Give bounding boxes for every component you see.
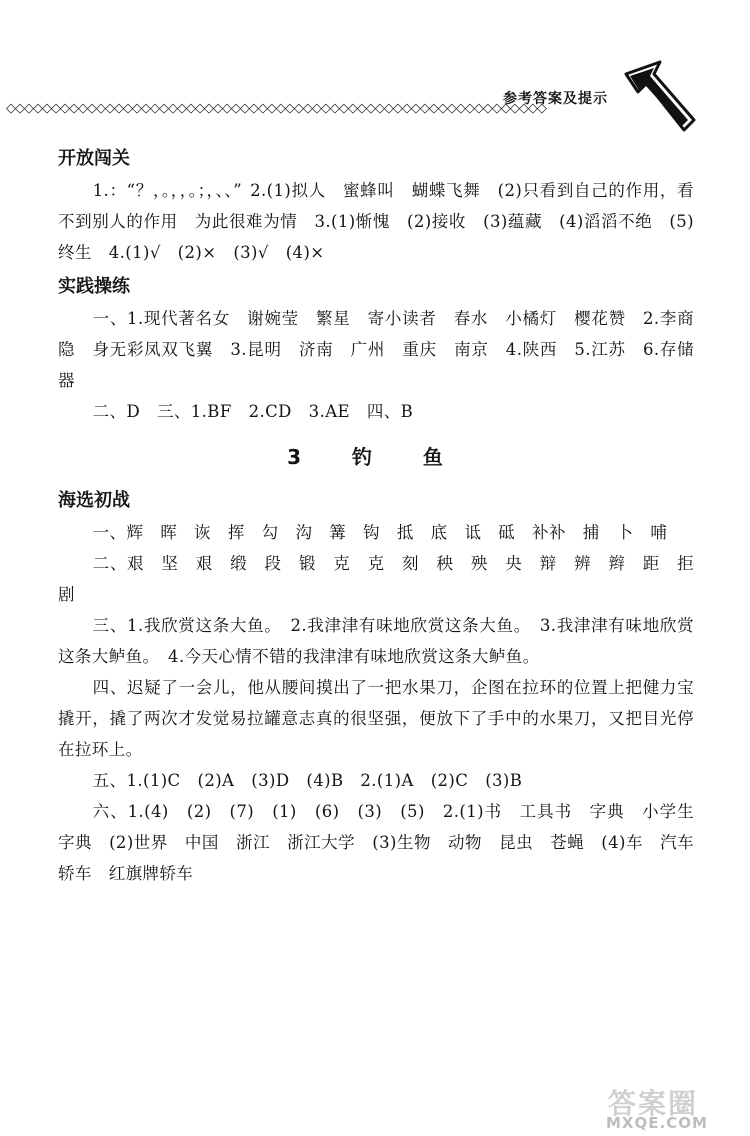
answer-content <box>58 143 711 889</box>
answer-paragraph: 一、1.现代著名女 谢婉莹 繁星 寄小读者 春水 小橘灯 樱花赞 2.李商隐 身无彩凤双飞翼 3.昆明 济南 广州 重庆 南京 4.陕西 5.江苏 6.存储器 <box>58 309 694 390</box>
up-left-arrow-icon <box>620 60 700 140</box>
section-title-open: 开放闯关 <box>58 148 130 169</box>
answer-paragraph: 一、辉 晖 诙 挥 勾 沟 篝 钩 抵 底 诋 砥 补补 捕 卜 哺 <box>92 523 668 542</box>
page-header <box>0 60 750 150</box>
diamond-border-rule: ◇◇◇◇◇◇◇◇◇◇◇◇◇◇◇◇◇◇◇◇◇◇◇◇◇◇◇◇◇◇◇◇◇◇◇◇◇◇◇◇◇◇◇◇◇◇◇◇◇◇◇◇◇◇◇◇◇◇◇◇ <box>6 102 546 116</box>
watermark-url: MXQE.COM <box>606 1114 708 1132</box>
section-title-selection: 海选初战 <box>58 490 130 511</box>
header-title: 参考答案及提示 <box>503 91 608 107</box>
answer-paragraph: 二、艰 坚 艰 缎 段 锻 克 克 刻 秧 殃 央 辩 辨 辫 距 拒 剧 <box>58 554 711 604</box>
chapter-title: 3 钓 鱼 <box>287 445 465 469</box>
answer-paragraph: 五、1.(1)C (2)A (3)D (4)B 2.(1)A (2)C (3)B <box>92 771 523 790</box>
answer-paragraph: 四、迟疑了一会儿，他从腰间摸出了一把水果刀，企图在拉环的位置上把健力宝撬开，撬了两次才发觉易拉罐意志真的很坚强，便放下了手中的水果刀，又把目光停在拉环上。 <box>58 678 694 759</box>
answer-paragraph: 三、1.我欣赏这条大鱼。 2.我津津有味地欣赏这条大鱼。 3.我津津有味地欣赏这条大鲈鱼。 4.今天心情不错的我津津有味地欣赏这条大鲈鱼。 <box>58 616 694 666</box>
answer-paragraph: 六、1.(4) (2) (7) (1) (6) (3) (5) 2.(1)书 工具书 字典 小学生字典 (2)世界 中国 浙江 浙江大学 (3)生物 动物 昆虫 苍蝇 (4)车 汽车 轿车 红旗牌轿车 <box>58 802 711 883</box>
site-watermark <box>596 1078 746 1136</box>
section-title-practice: 实践操练 <box>58 276 130 297</box>
watermark-logo-text: 答案圈 <box>608 1087 699 1120</box>
answer-paragraph: 1.：“？，。，，。；，、、” 2.(1)拟人 蜜蜂叫 蝴蝶飞舞 (2)只看到自己的作用，看不到别人的作用 为此很难为情 3.(1)惭愧 (2)接收 (3)蕴藏 (4)滔滔不绝 (5)终生 4.(1)√ (2)× (3)√ (4)× <box>58 181 694 262</box>
answer-paragraph: 二、D 三、1.BF 2.CD 3.AE 四、B <box>92 402 414 421</box>
